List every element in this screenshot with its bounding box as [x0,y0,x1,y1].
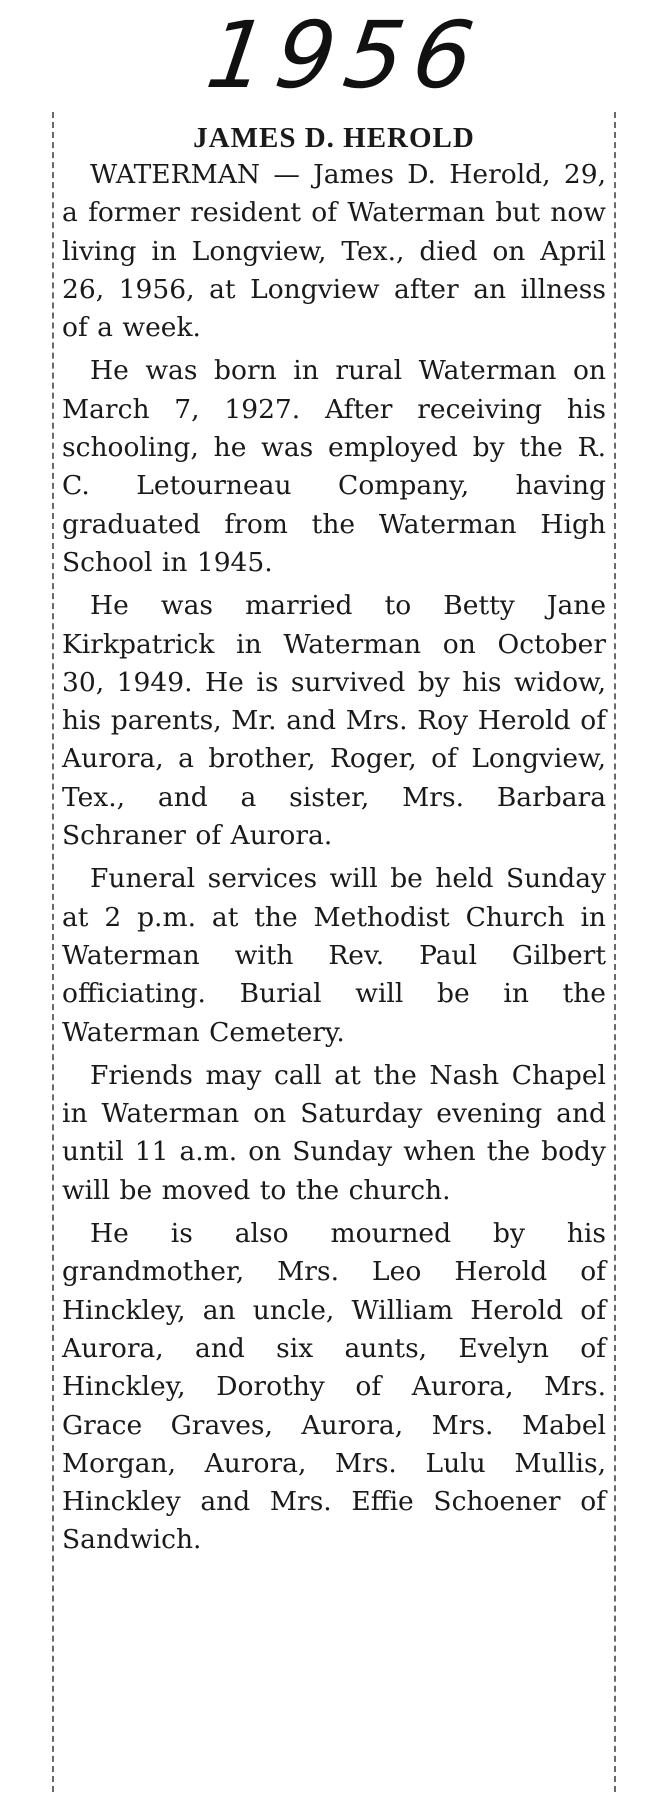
column-rule-right [614,112,616,1792]
paragraph-death-notice: WATERMAN — James D. Herold, 29, a former resident of Waterman but now living in Longview, Tex., died on April 26, 1956, at Longview after an illness of a week. [62,159,606,344]
paragraph-funeral-services: Funeral services will be held Sunday at 2 p.m. at the Methodist Church in Waterman with Rev. Paul Gilbert officiating. Burial will be in the Waterman Cemetery. [62,863,606,1048]
paragraph-marriage-survivors: He was married to Betty Jane Kirkpatrick in Waterman on October 30, 1949. He is survived by his widow, his parents, Mr. and Mrs. Roy Herold of Aurora, a brother, Roger, of Longview, Tex., and a sister, Mrs. Barbara Schraner of Aurora. [62,590,606,852]
obituary-article [62,120,606,1565]
paragraph-birth-schooling: He was born in rural Waterman on March 7, 1927. After receiving his schooling, he was employed by the R. C. Letourneau Company, having graduated from the Waterman High School in 1945. [62,355,606,578]
paragraph-visitation: Friends may call at the Nash Chapel in Waterman on Saturday evening and until 11 a.m. on Sunday when the body will be moved to the church. [62,1059,606,1206]
headline: JAMES D. HEROLD [193,122,475,154]
handwritten-year: 1956 [200,2,490,109]
paragraph-other-mourners: He is also mourned by his grandmother, Mrs. Leo Herold of Hinckley, an uncle, William Herold of Aurora, and six aunts, Evelyn of Hinckley, Dorothy of Aurora, Mrs. Grace Graves, Aurora, Mrs. Mabel Morgan, Aurora, Mrs. Lulu Mullis, Hinckley and Mrs. Effie Schoener of Sandwich. [62,1218,606,1556]
column-rule-left [52,112,54,1792]
